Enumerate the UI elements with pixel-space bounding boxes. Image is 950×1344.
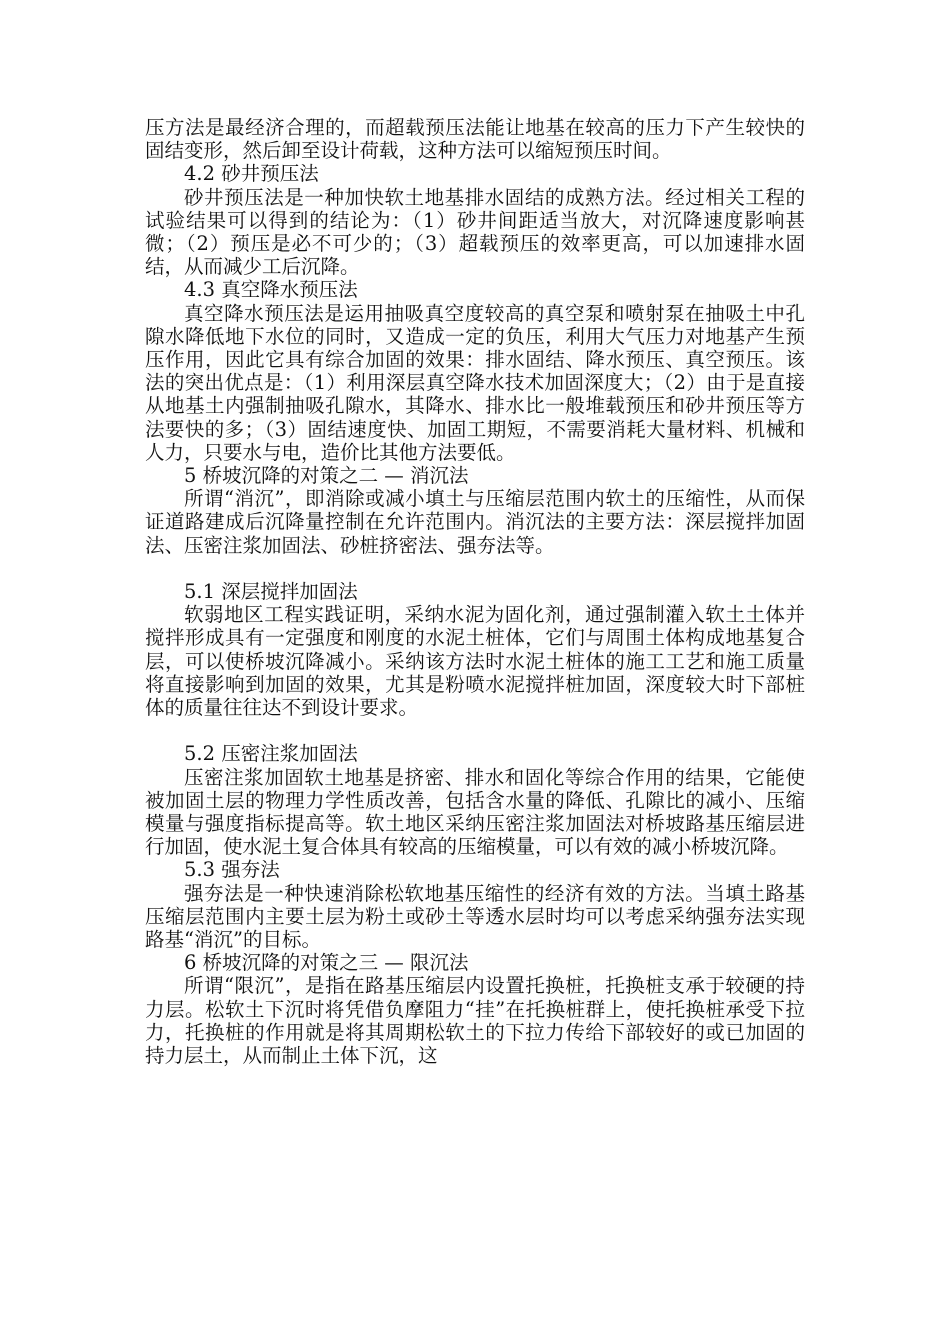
section-heading-5: 5 桥坡沉降的对策之二 — 消沉法 bbox=[184, 464, 469, 488]
blank-line bbox=[145, 557, 805, 580]
body-text bbox=[145, 116, 805, 1067]
paragraph-4-2: 砂井预压法是一种加快软土地基排水固结的成熟方法。经过相关工程的试验结果可以得到的结论为：（1）砂井间距适当放大，对沉降速度影响甚微；（2）预压是必不可少的；（3）超载预压的效率更高，可以加速排水固结，从而减少工后沉降。 bbox=[145, 185, 805, 279]
paragraph-4-3: 真空降水预压法是运用抽吸真空度较高的真空泵和喷射泵在抽吸土中孔隙水降低地下水位的同时，又造成一定的负压，利用大气压力对地基产生预压作用，因此它具有综合加固的效果：排水固结、降水预压、真空预压。该法的突出优点是：（1）利用深层真空降水技术加固深度大；（2）由于是直接从地基土内强制抽吸孔隙水，其降水、排水比一般堆载预压和砂井预压等方法要快的多；（3）固结速度快、加固工期短，不需要消耗大量材料、机械和人力，只要水与电，造价比其他方法要低。 bbox=[145, 301, 805, 464]
paragraph-5-1: 软弱地区工程实践证明，采纳水泥为固化剂，通过强制灌入软土土体并搅拌形成具有一定强度和刚度的水泥土桩体，它们与周围土体构成地基复合层，可以使桥坡沉降减小。采纳该方法时水泥土桩体的施工工艺和施工质量将直接影响到加固的效果，尤其是粉喷水泥搅拌桩加固，深度较大时下部桩体的质量往往达不到设计要求。 bbox=[145, 603, 805, 720]
section-heading-5-3: 5.3 强夯法 bbox=[184, 858, 280, 882]
section-heading-5-2: 5.2 压密注浆加固法 bbox=[184, 742, 358, 766]
paragraph-5-2: 压密注浆加固软土地基是挤密、排水和固化等综合作用的结果，它能使被加固土层的物理力学性质改善，包括含水量的降低、孔隙比的减小、压缩模量与强度指标提高等。软土地区采纳压密注浆加固法对桥坡路基压缩层进行加固，使水泥土复合体具有较高的压缩模量，可以有效的减小桥坡沉降。 bbox=[145, 765, 805, 859]
section-heading-4-2: 4.2 砂井预压法 bbox=[184, 162, 319, 186]
blank-line bbox=[145, 719, 805, 742]
paragraph-intro: 压方法是最经济合理的，而超载预压法能让地基在较高的压力下产生较快的固结变形，然后卸至设计荷载，这种方法可以缩短预压时间。 bbox=[145, 116, 805, 163]
section-heading-5-1: 5.1 深层搅拌加固法 bbox=[184, 580, 358, 604]
paragraph-6: 所谓“限沉”，是指在路基压缩层内设置托换桩，托换桩支承于较硬的持力层。松软土下沉时将凭借负摩阻力“挂”在托换桩群上，使托换桩承受下拉力，托换桩的作用就是将其周期松软土的下拉力传给下部较好的或已加固的持力层土，从而制止土体下沉，这 bbox=[145, 974, 805, 1068]
paragraph-5-3: 强夯法是一种快速消除松软地基压缩性的经济有效的方法。当填土路基压缩层范围内主要土层为粉土或砂土等透水层时均可以考虑采纳强夯法实现路基“消沉”的目标。 bbox=[145, 881, 805, 952]
paragraph-5: 所谓“消沉”，即消除或减小填土与压缩层范围内软土的压缩性，从而保证道路建成后沉降量控制在允许范围内。消沉法的主要方法：深层搅拌加固法、压密注浆加固法、砂桩挤密法、强夯法等。 bbox=[145, 487, 805, 557]
section-heading-4-3: 4.3 真空降水预压法 bbox=[184, 278, 358, 302]
section-heading-6: 6 桥坡沉降的对策之三 — 限沉法 bbox=[184, 951, 469, 975]
